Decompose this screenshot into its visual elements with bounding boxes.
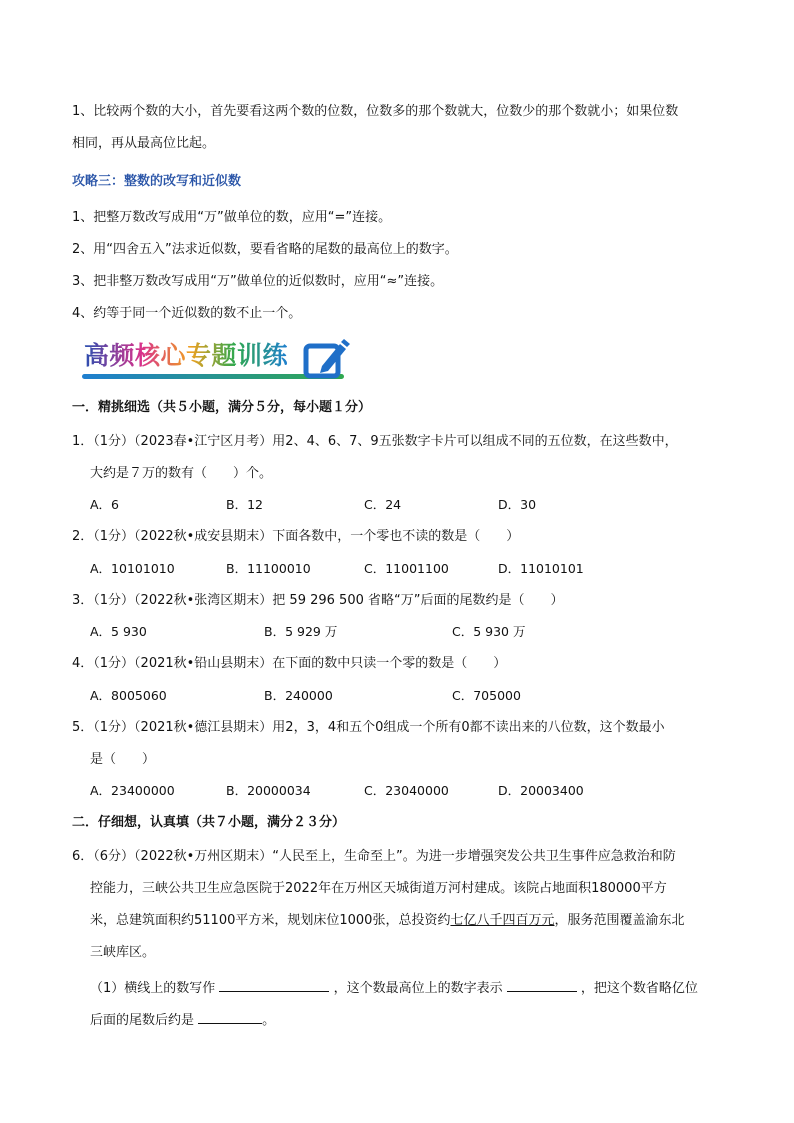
question-1-stem: 1．（1分）（2023春•江宁区月考）用2、4、6、7、9五张数字卡片可以组成不同的五位数，在这些数中， bbox=[72, 434, 678, 449]
question-5-stem: 5．（1分）（2021秋•德江县期末）用2，3，4和五个0组成一个所有0都不读出来的八位数，这个数最小 bbox=[72, 720, 665, 735]
training-banner bbox=[80, 336, 352, 386]
question-3-option-b: B．5 929 万 bbox=[264, 624, 338, 639]
answer-blank-approximation[interactable] bbox=[198, 1009, 262, 1024]
section-1-title: 一．精挑细选（共５小题，满分５分，每小题１分） bbox=[72, 400, 372, 415]
question-6-stem-line-1: 6．（6分）（2022秋•万州区期末）“人民至上，生命至上”。为进一步增强突发公共卫生事件应急救治和防 bbox=[72, 849, 676, 864]
strategy-item-2: 2、用“四舍五入”法求近似数，要看省略的尾数的最高位上的数字。 bbox=[72, 242, 458, 257]
question-1-option-c: C．24 bbox=[364, 497, 402, 512]
question-6-text-tail: ，服务范围覆盖渝东北 bbox=[554, 913, 685, 928]
intro-line-2: 相同，再从最高位比起。 bbox=[72, 136, 216, 151]
question-5-option-d: D．20003400 bbox=[498, 783, 584, 798]
sub-1-prompt-b: ，这个数最高位上的数字表示 bbox=[333, 981, 503, 996]
strategy-item-3: 3、把非整万数改写成用“万”做单位的近似数时，应用“≈”连接。 bbox=[72, 274, 444, 289]
sub-1-prompt-d: 后面的尾数后约是 bbox=[90, 1013, 195, 1028]
question-3-stem: 3．（1分）（2022秋•张湾区期末）把 59 296 500 省略“万”后面的尾数约是（ ） bbox=[72, 593, 564, 608]
question-5-option-c: C．23040000 bbox=[364, 783, 449, 798]
question-6-sub-1-line-2 bbox=[90, 1009, 275, 1031]
question-1-option-a: A．6 bbox=[90, 497, 120, 512]
question-6-text: 米，总建筑面积约51100平方米，规划床位1000张，总投资约 bbox=[90, 913, 451, 928]
question-1-option-b: B．12 bbox=[226, 497, 263, 512]
question-2-option-d: D．11010101 bbox=[498, 561, 584, 576]
question-2-option-a: A．10101010 bbox=[90, 561, 175, 576]
question-3-option-a: A．5 930 bbox=[90, 624, 147, 639]
section-2-title: 二．仔细想，认真填（共７小题，满分２３分） bbox=[72, 815, 346, 830]
banner-title: 高频核心专题训练 bbox=[84, 341, 289, 370]
sub-1-end: 。 bbox=[262, 1013, 276, 1028]
question-4-option-c: C．705000 bbox=[452, 688, 521, 703]
sub-1-prompt-a: （1）横线上的数写作 bbox=[90, 981, 216, 996]
sub-1-prompt-c: ，把这个数省略亿位 bbox=[580, 981, 698, 996]
question-1-stem-line-2: 大约是７万的数有（ ）个。 bbox=[90, 466, 273, 481]
answer-blank-written-number[interactable] bbox=[219, 977, 329, 992]
question-6-stem-line-3 bbox=[90, 911, 684, 931]
strategy-title: 攻略三：整数的改写和近似数 bbox=[72, 174, 242, 189]
question-6-stem-line-4: 三峡库区。 bbox=[90, 945, 156, 960]
question-2-option-b: B．11100010 bbox=[226, 561, 311, 576]
question-2-stem: 2．（1分）（2022秋•成安县期末）下面各数中，一个零也不读的数是（ ） bbox=[72, 529, 520, 544]
question-5-option-b: B．20000034 bbox=[226, 783, 311, 798]
strategy-item-4: 4、约等于同一个近似数的数不止一个。 bbox=[72, 306, 302, 321]
question-6-underlined-amount: 七亿八千四百万元 bbox=[450, 913, 555, 928]
question-3-option-c: C．5 930 万 bbox=[452, 624, 526, 639]
strategy-item-1: 1、把整万数改写成用“万”做单位的数，应用“=”连接。 bbox=[72, 210, 392, 225]
pencil-edit-icon bbox=[302, 336, 350, 382]
question-5-option-a: A．23400000 bbox=[90, 783, 175, 798]
answer-blank-highest-digit[interactable] bbox=[507, 977, 577, 992]
question-1-option-d: D．30 bbox=[498, 497, 537, 512]
question-5-stem-line-2: 是（ ） bbox=[90, 752, 156, 767]
question-4-stem: 4．（1分）（2021秋•铅山县期末）在下面的数中只读一个零的数是（ ） bbox=[72, 656, 507, 671]
intro-line-1: 1、比较两个数的大小，首先要看这两个数的位数，位数多的那个数就大，位数少的那个数就小；如果位数 bbox=[72, 104, 679, 119]
question-2-option-c: C．11001100 bbox=[364, 561, 449, 576]
question-4-option-b: B．240000 bbox=[264, 688, 333, 703]
question-6-stem-line-2: 控能力，三峡公共卫生应急医院于2022年在万州区天城街道万河村建成。该院占地面积180000平方 bbox=[90, 881, 667, 896]
question-4-option-a: A．8005060 bbox=[90, 688, 167, 703]
question-6-sub-1 bbox=[90, 977, 698, 999]
